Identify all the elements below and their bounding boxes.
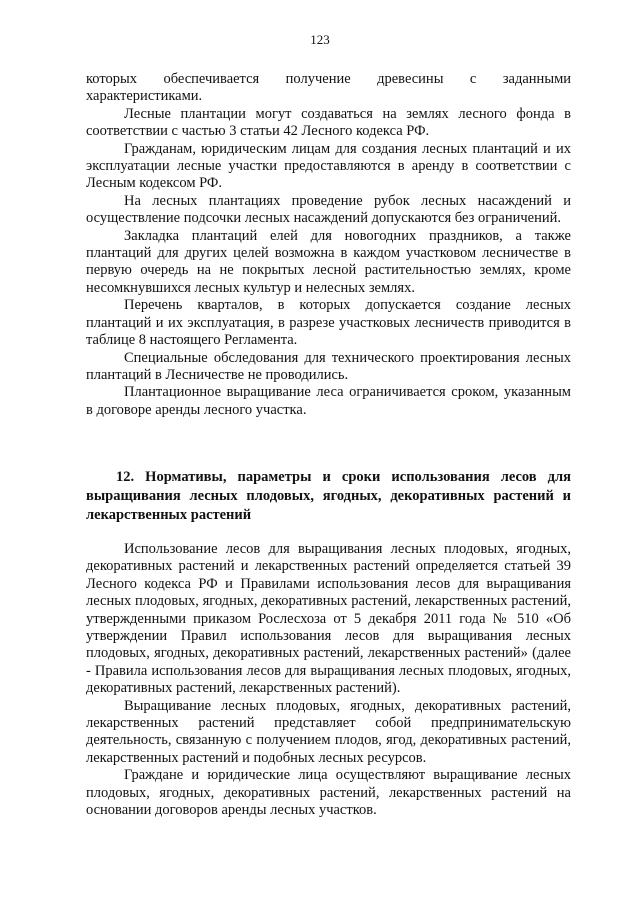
paragraph: Выращивание лесных плодовых, ягодных, декоративных растений, лекарственных растений представляет собой предпринимательскую деятельность, связанную с получением плодов, ягод, декоративных растений, лекарственных растений и подобных лесных ресурсов. xyxy=(86,697,571,766)
section-body-plantations xyxy=(86,71,571,419)
paragraph: Перечень кварталов, в которых допускается создание лесных плантаций и их эксплуатация, в разрезе участковых лесничеств приводится в таблице 8 настоящего Регламента. xyxy=(86,297,571,349)
paragraph: Лесные плантации могут создаваться на землях лесного фонда в соответствии с частью 3 статьи 42 Лесного кодекса РФ. xyxy=(86,105,571,140)
paragraph: Использование лесов для выращивания лесных плодовых, ягодных, декоративных растений и лекарственных растений определяется статьей 39 Лесного кодекса РФ и Правилами использования лесов для выращивания лесных плодовых, ягодных, декоративных растений, лекарственных растений, утвержденными приказом Рослесхоза от 5 декабря 2011 года № 510 «Об утверждении Правил использования лесов для выращивания лесных плодовых, ягодных, декоративных растений, лекарственных растений» (далее - Правила использования лесов для выращивания лесных плодовых, ягодных, декоративных растений, лекарственных растений). xyxy=(86,541,571,697)
paragraph: Граждане и юридические лица осуществляют выращивание лесных плодовых, ягодных, декоративных растений, лекарственных растений на основании договоров аренды лесных участков. xyxy=(86,767,571,819)
paragraph: Закладка плантаций елей для новогодних праздников, а также плантаций для других целей возможна в каждом участковом лесничестве в первую очередь на не покрытых лесной растительностью землях, кроме несомкнувшихся лесных культур и нелесных землях. xyxy=(86,227,571,296)
page-number: 123 xyxy=(310,32,330,47)
paragraph: Плантационное выращивание леса ограничивается сроком, указанным в договоре аренды лесного участка. xyxy=(86,384,571,418)
paragraph: На лесных плантациях проведение рубок лесных насаждений и осуществление подсочки лесных насаждений допускаются без ограничений. xyxy=(86,192,571,227)
section-body-plants xyxy=(86,541,571,820)
paragraph: которых обеспечивается получение древесины с заданными характеристиками. xyxy=(86,71,571,105)
paragraph: Гражданам, юридическим лицам для создания лесных плантаций и их эксплуатации лесные участки предоставляются в аренду в соответствии с Лесным кодексом РФ. xyxy=(86,140,571,192)
paragraph: Специальные обследования для технического проектирования лесных плантаций в Лесничестве не проводились. xyxy=(86,349,571,383)
section-heading: 12. Нормативы, параметры и сроки использования лесов для выращивания лесных плодовых, ягодных, декоративных растений и лекарственных растений xyxy=(86,469,571,523)
